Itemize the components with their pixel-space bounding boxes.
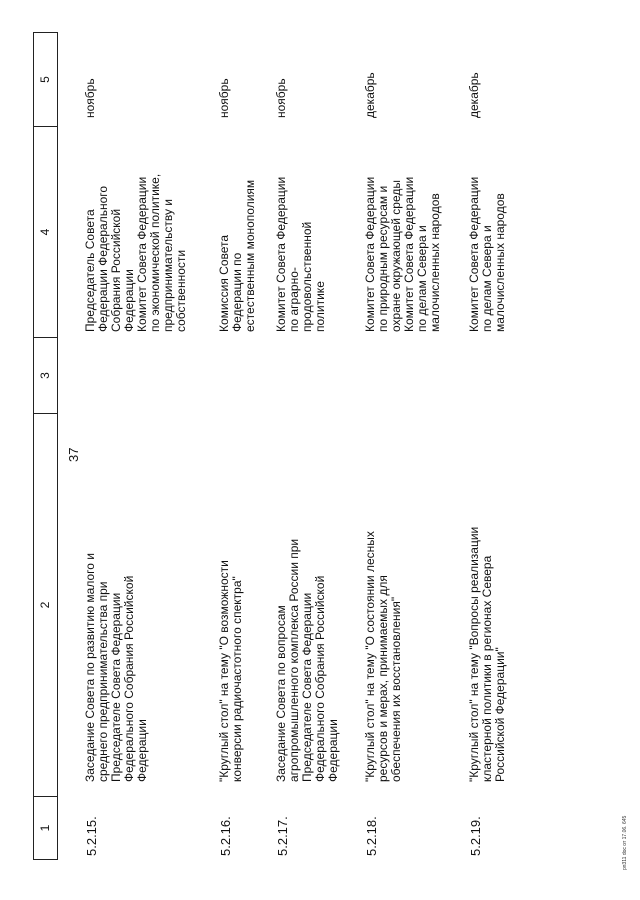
- column-header-4: 4: [33, 126, 58, 338]
- event-title: Заседание Совета по развитию малого и среднего предпринимательства при Председателе Совета Федерации Федерального Собрания Российской Федерации: [83, 553, 149, 782]
- row-number: 5.2.17.: [275, 816, 290, 856]
- page-number: 37: [66, 447, 81, 462]
- event-title: "Круглый стол" на тему "Вопросы реализации кластерной политики в регионах Севера Российской Федерации": [467, 526, 507, 782]
- month: декабрь: [467, 72, 481, 118]
- column-header-5: 5: [33, 32, 58, 127]
- event-title: Заседание Совета по вопросам агропромышленного комплекса России при Председателе Совета Федерации Федерального Собрания Российской Федерации: [274, 538, 340, 782]
- month: ноябрь: [217, 78, 231, 118]
- organizer: Комитет Совета Федерации по аграрно- продовольственной политике: [274, 176, 327, 332]
- row-number: 5.2.19.: [468, 816, 483, 856]
- footer-doc-code: рп311 doc от 17.06. 645: [622, 815, 628, 870]
- row-number: 5.2.15.: [84, 816, 99, 856]
- column-header-1: 1: [33, 796, 58, 860]
- row-number: 5.2.16.: [218, 816, 233, 856]
- month: ноябрь: [83, 78, 97, 118]
- organizer: Комиссия Совета Федерации по естественным монополиям: [217, 179, 257, 332]
- column-header-2: 2: [33, 413, 58, 797]
- month: декабрь: [363, 72, 377, 118]
- organizer: Председатель Совета Федерации Федерального Собрания Российской Федерации Комитет Совета Федерации по экономической политике, предпринимательству и собственности: [83, 173, 188, 332]
- row-number: 5.2.18.: [364, 816, 379, 856]
- month: ноябрь: [274, 78, 288, 118]
- organizer: Комитет Совета Федерации по природным ресурсам и охране окружающей среды Комитет Совета Федерации по делам Севера и малочисленных народов: [363, 176, 442, 332]
- column-header-3: 3: [33, 337, 58, 414]
- event-title: "Круглый стол" на тему "О возможности конверсии радиочастотного спектра": [217, 560, 244, 782]
- organizer: Комитет Совета Федерации по делам Севера и малочисленных народов: [467, 176, 507, 332]
- event-title: "Круглый стол" на тему "О состоянии лесных ресурсов и мерах, принимаемых для обеспечения их восстановления": [363, 531, 403, 782]
